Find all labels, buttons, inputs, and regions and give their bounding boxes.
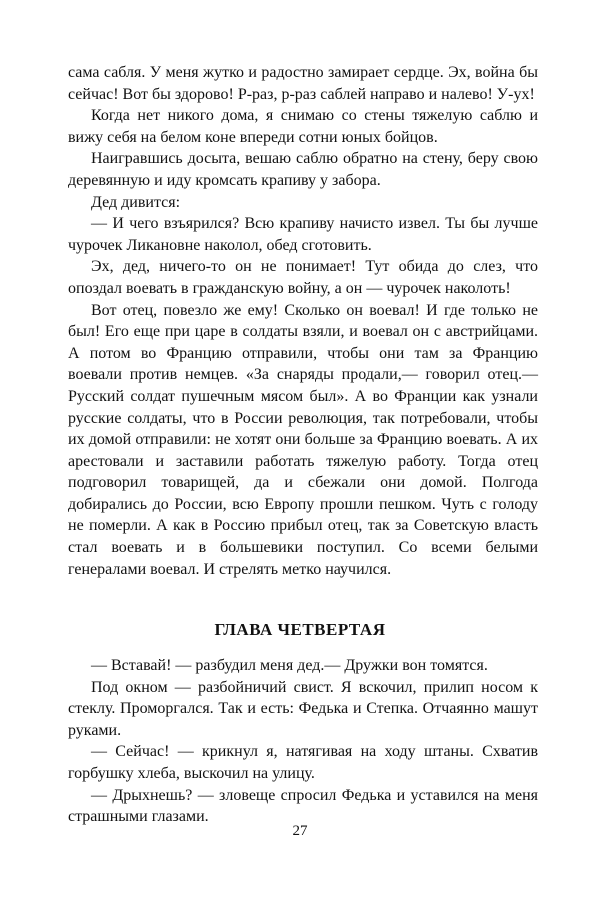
paragraph: — Сейчас! — крикнул я, натягивая на ходу штаны. Схватив горбушку хлеба, выскочил на улицу.	[68, 743, 538, 782]
paragraph: — Вставай! — разбудил меня дед.— Дружки вон томятся.	[91, 657, 488, 674]
paragraph: Наигравшись досыта, вешаю саблю обратно на стену, беру свою деревянную и иду кромсать крапиву у забора.	[68, 150, 538, 189]
paragraph: Под окном — разбойничий свист. Я вскочил, прилип носом к стеклу. Проморгался. Так и есть: Федька и Степка. Отчаянно машут руками.	[68, 678, 538, 739]
paragraph: Вот отец, повезло же ему! Сколько он воевал! И где только не был! Его еще при царе в солдаты взяли, и воевал он с австрийцами. А потом во Францию отправили, чтобы они там за Францию воевали против немцев. «За снаряды продали,— говорил отец.— Русский солдат пушечным мясом был». А во Франции как узнали русские солдаты, что в России революция, так потребовали, чтобы их домой отправили: не хотят они больше за Францию воевать. А их арестовали и заставили работать тяжелую работу. Тогда отец подговорил товарищей, да и сбежали они домой. Полгода добирались до России, всю Европу прошли пешком. Чуть с голоду не померли. А как в Россию прибыл отец, так за Советскую власть стал воевать и в большевики поступил. Со всеми белыми генералами воевал. И стрелять метко научился.	[68, 301, 538, 578]
paragraph: Дед дивится:	[91, 193, 181, 211]
chapter-text-block	[68, 655, 538, 828]
paragraph: Эх, дед, ничего-то он не понимает! Тут обида до слез, что опоздал воевать в гражданскую войну, а он — чурочек наколоть!	[68, 258, 538, 297]
paragraph-continuation: сама сабля. У меня жутко и радостно замирает сердце. Эх, война бы сейчас! Вот бы здорово! Р-раз, р-раз саблей направо и налево! У-ух!	[68, 64, 538, 103]
paragraph: Когда нет никого дома, я снимаю со стены тяжелую саблю и вижу себя на белом коне впереди сотни юных бойцов.	[68, 107, 538, 146]
page-number: 27	[292, 823, 308, 839]
paragraph: — И чего взъярился? Всю крапиву начисто извел. Ты бы лучше чурочек Ликановне наколол, обед сготовить.	[68, 215, 538, 254]
paragraph: — Дрыхнешь? — зловеще спросил Федька и уставился на меня страшными глазами.	[68, 786, 538, 826]
chapter-heading: ГЛАВА ЧЕТВЕРТАЯ	[214, 620, 386, 639]
top-text-block	[68, 62, 538, 580]
